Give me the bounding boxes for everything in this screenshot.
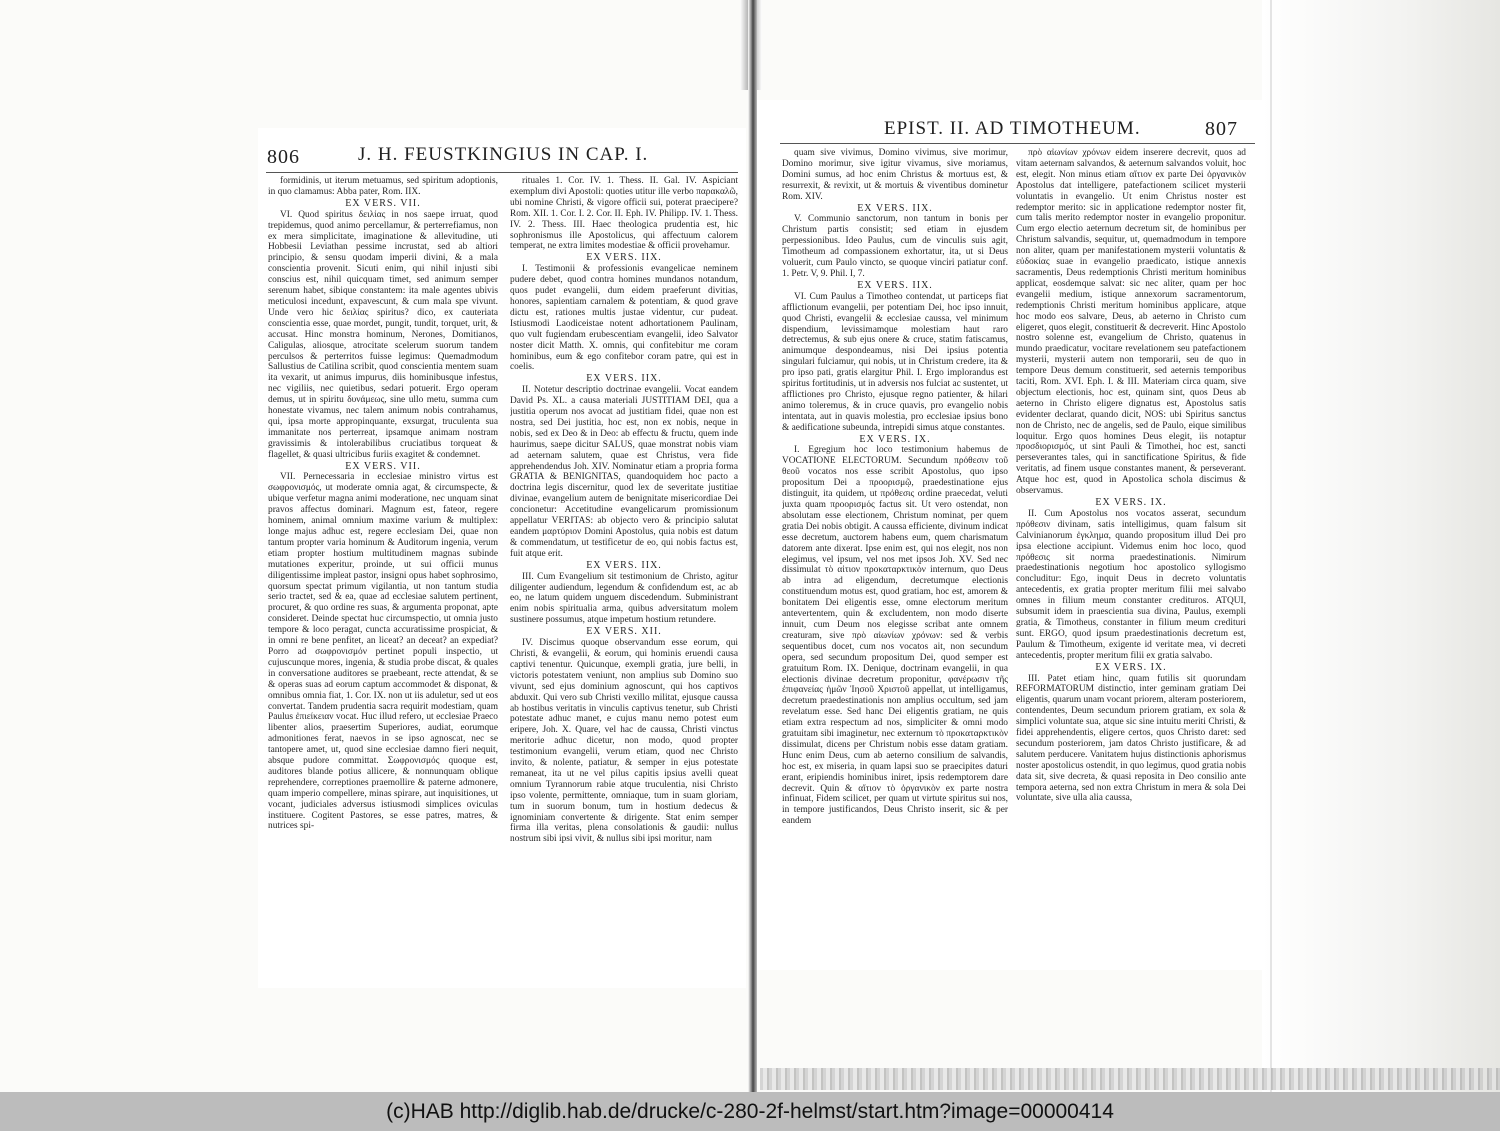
left-column-1 (268, 176, 498, 976)
verse-heading: EX VERS. IX. (1095, 661, 1167, 673)
verse-heading: EX VERS. VII. (345, 197, 421, 209)
paragraph: II. Notetur descriptio doctrinae evangelii. Vocat eandem David Ps. XL. a causa materiali JUSTITIAM DEI, qua a justitia operum nos avocat ad justitiam fidei, quae non est nostra, sed Dei justitia, hoc est, non ex nobis, neque in nobis, sed ex Deo & in Deo: ab effectu & fructu, quem inde haurimus, saepe dicitur SALUS, quae monstrat nobis viam ad aeternam salutem, quae est Christus, vera fide apprehendendus Joh. XIV. Nominatur etiam a propria forma GRATIA & BENIGNITAS, quandoquidem hoc pacto a doctrina legis discernitur, quod lex de severitate justitiae divinae, evangelium autem de benignitate misericordiae Dei concionetur: Accetitudine evangelicarum promissionum appellatur VERITAS: ab objecto vero & principio salutat eandem μαρτύριον Domini Apostolus, quia nobis est datum & commendatum, ut testificetur de eo, qui nobis factus est, fuit atque erit. (510, 385, 738, 559)
verse-heading: EX VERS. VII. (345, 460, 421, 472)
verse-heading: EX VERS. IX. (1095, 497, 1167, 508)
right-column-2 (1016, 148, 1246, 966)
right-page-edge-shadow (1262, 0, 1500, 1092)
paragraph: πρὸ αἰωνίων χρόνων eidem inserere decrevit, quos ad vitam aeternam salvandos, & aeternum salvandos voluit, hoc est, elegit. Non minus etiam αἴτιον ex parte Dei ὀργανικὸν Apostolus dat intelligere, patefactionem scilicet mysterii voluntatis in evangelio. Ut enim Christus noster est redemptor merito: sic in applicatione redemptor noster fit, cum talis merito redemptor noster in evangelio proponitur. Cum ergo electio aeternum decretum sit, de hominibus per Christum salvandis, sequitur, ut, quemadmodum in tempore non aliter, quam per manifestationem mysterii voluntatis & εὐδοκίας suae in evangelio praedicato, istique annexis sacramentis, Deus redemptionis Christi meritum hominibus applicat, eosdemque salvat: sic nec aliter, quam per hoc evangelii medium, istique annexorum sacramentorum, redemptionis Christi meritum hominibus applicare, atque hoc modo eos salvare, Deus, ab aeterno in Christo cum eligeret, quos elegit, constituerit & decreverit. Hinc Apostolo nostro solenne est, evangelium de Christo, quatenus in mundo praedicatur, vocitare revelationem seu patefactionem mysterii, mysterii autem non temporarii, seu de quo in tempore Deus demum constituerit, sed aeternis temporibus taciti, Rom. XVI. Eph. I. & III. Materiam circa quam, sive objectum electionis, hoc est, quinam sint, quos Deus ab aeterno in Christo eligere dignatus est, Apostolus satis evidenter declarat, quando dicit, NOS: ubi Spiritus sanctus non de Christo, nec de angelis, sed de Paulo, eique similibus loquitur. Ergo quos homines Deus elegit, iis notaptur προσδιορισμός, ut sint Pauli & Timothei, hoc est, sancti perseverantes tales, qui in sanctificatione Spiritus, & fide veritatis, ad finem usque constantes manent, & perseverant. Atque hoc est, quod in Apostolica schola discimus & observamus. (1016, 148, 1246, 497)
page-bottom-edge (760, 1068, 1500, 1090)
paragraph: IV. Discimus quoque observandum esse eorum, qui Christi, & evangelii, & eorum, qui hominis eruendi causa captivi tenentur. Quicunque, exempli gratia, jure belli, in victoris potestatem veniunt, non amplius sub Domino suo vivunt, sed ejus dominium agnoscunt, qui hos captivos abduxit. Qui vero sub Christi vexillo militat, ejusque caussa ab hostibus veritatis in vinculis captivus tenetur, sub Christi potestate adhuc manet, e cujus manu nemo potest eum eripere, Joh. X. Quare, vel hac de caussa, Christi vinctus meritorie adhuc dicetur, non modo, quod propter testimonium evangelii, verum etiam, quod nec Christo invito, & nolente, patiatur, & semper in ejus potestate remaneat, ita ut ne vel pilus capitis ipsius avelli queat omnium Tyrannorum rabie atque truculentia, nisi Christo ipso volente, permittente, omniaque, tum in suam gloriam, tum in suorum bonum, tum in hostium dedecus & ignominiam convertente & dirigente. Stat enim semper firma illa veritas, plena consolationis & gaudii: nullus nostrum sibi ipsi vivit, & nullus sibi ipsi moritur, nam (510, 638, 738, 845)
paragraph: rituales 1. Cor. IV. 1. Thess. II. Gal. IV. Aspiciant exemplum divi Apostoli: quoties utitur ille verbo παρακαλῶ, ubi nomine Christi, & vigore officii sui, poterat praecipere? Rom. XII. 1. Cor. I. 2. Cor. II. Eph. IV. Philipp. IV. 1. Thess. IV. 2. Thess. III. Haec theologica prudentia est, hic sophronismus ille Apostolicus, qui affectuum calorem temperat, ne extra limites modestiae & officii provehamur. (510, 176, 738, 252)
paragraph: formidinis, ut iterum metuamus, sed spiritum adoptionis, in quo clamamus: Abba pater, Rom. IIX. (268, 176, 498, 197)
verse-heading: EX VERS. IIX. (586, 559, 662, 571)
verse-heading: EX VERS. IIX. (586, 252, 662, 264)
paragraph: V. Communio sanctorum, non tantum in bonis per Christum partis consistit; sed etiam in ejusdem perpessionibus. Ideo Paulus, cum de vinculis suis agit, Timotheum ad compassionem exhortatur, ita, ut si Deus voluerit, cum Paulo vincto, se quoque vinciri patiatur conf. 1. Petr. V, 9. Phil. I, 7. (782, 214, 1008, 279)
left-head-rule (266, 172, 738, 173)
footer-bar (0, 1092, 1500, 1131)
paragraph: II. Cum Apostolus nos vocatos asserat, secundum πρόθεσιν divinam, satis intelligimus, quam falsum sit Calvinianorum ἐγκλημα, quando propositum illud Dei pro ipsa electione accipiunt. Videmus enim hoc loco, quod πρόθεσις sit norma praedestinationis. Nimirum praedestinationis negotium hoc apostolico syllogismo concluditur: Ego, inquit Deus in decreto voluntatis antecedentis, ex gratia propter meritum filii mei salvabo omnes in filium meum constanter credituros. ATQUI, subsumit idem in praescientia sua divina, Paulus, exempli gratia, & Timotheus, constanter in filium meum credituri sunt. ERGO, quod ipsum praedestinationis decretum est, Paulum & Timotheum, exigente id veritate mea, vi decreti antecedentis, propter meritum filii ex gratia salvabo. (1016, 508, 1246, 661)
verse-heading: EX VERS. IIX. (586, 373, 662, 385)
right-running-head: EPIST. II. AD TIMOTHEUM. (884, 118, 1141, 139)
verse-heading: EX VERS. IIX. (857, 279, 933, 291)
paragraph: I. Egregium hoc loco testimonium habemus de VOCATIONE ELECTORUM. Secundum πρόθεσιν τοῦ θεοῦ vocatos nos esse scribit Apostolus, quo ipso propositum Dei a προορισμῷ, praedestinatione ejus distinguit, ita quidem, ut πρόθεσις ordine praecedat, veluti juxta quam προορισμός factus sit. Ut vero ostendat, non absolutam esse electionem, Christum nominat, per quem gratia Dei nobis obtigit. A caussa efficiente, divinum indicat esse decretum, auctorem habens eum, quem charismatum datorem ante dixerat. Ipse enim est, qui nos elegit, nos non elegimus, vel ipsum, vel nos met ipsos Joh. XV. Sed nec dissimulat τὸ αἰτιον προκαταρκτικὸν internum, quo Deus ab intra ad eligendum, decretumque electionis constituendum motus est, quod gratiam, hoc est, amorem & bonitatem Dei eligentis esse, omne electorum meritum antevertentem, quin & excludentem, non modo diserte innuit, cum Deum nos elegisse scribat ante omnem creaturam, sive πρὸ αἰωνίων χρόνων: sed & verbis sequentibus docet, cum nos vocatos ait, non secundum opera, sed secundum propositum Dei, quod semper est gratuitum Rom. IX. Denique, doctrinam evangelii, in qua electionis divinae decretum proponitur, φανέρωσιν τῆς ἐπιφανείας ἡμῶν Ἰησοῦ Χριστοῦ appellat, ut intelligamus, decretum praedestinationis non amplius occultum, sed jam revelatum esse. Sed hanc Dei eligentis gratiam, ne quis etiam extra respectum ad nos, simpliciter & omni modo gratuitam sibi imaginetur, nec externum τὸ προκαταρκτικὸν dissimulat, dicens per Christum nobis esse datam gratiam. Hunc enim Deus, cum ab aeterno consilium de salvandis, hoc est, ex miseria, in quam lapsi suo se praecipites daturi erant, eripiendis hominibus iniret, ipsis redemptorem dare decrevit. Quin & αἴτιον τὸ ὀργανικὸν ex parte nostra infinuat, Fidem scilicet, per quam ut virtute spiritus sui nos, in tempore justificandos, Deus Christo inserit, sic & per eandem (782, 445, 1008, 827)
verse-heading: EX VERS. XII. (586, 626, 662, 638)
right-page-number: 807 (1205, 118, 1238, 140)
verse-heading: EX VERS. IX. (859, 433, 931, 445)
left-running-head: J. H. FEUSTKINGIUS IN CAP. I. (358, 144, 649, 165)
paragraph: III. Patet etiam hinc, quam futilis sit quorundam REFORMATORUM distinctio, inter geminam gratiam Dei eligentis, quarum unam vocant priorem, alteram posteriorem, contendentes, Deum secundum priorem gratiam, ex sola & simplici voluntate sua, atque sic sine intuitu meriti Christi, & fidei apprehendentis, eligere certos, quos Christo daret: sed secundum posteriorem, jam datos Christo justificare, & ad salutem perducere. Vanitatem hujus distinctionis aphorismus noster apostolicus ostendit, in quo legimus, quod gratia nobis data sit, sive decreta, & quasi reposita in Deo consilio ante tempora aeterna, sed non extra Christum in mera & sola Dei voluntate, sive ulla alia caussa, (1016, 673, 1246, 804)
left-column-2 (510, 176, 738, 976)
book-gutter (748, 0, 757, 1092)
right-column-1 (782, 148, 1008, 956)
paragraph: VII. Pernecessaria in ecclesiae ministro virtus est σωφρονισμός, ut moderate omnia agat, & circumspecte, & ubique verfetur magna animi moderatione, nec unquam sinat pravos affectus dominari. Magnum est, fateor, regere hominem, animal omnium maxime varium & multiplex: longe majus adhuc est, regere ecclesiam Dei, quae non tantum propter varia hominum & Auditorum ingenia, verum etiam propter hostium multitudinem magnas subinde mutationes experitur, proinde, ut sui officii munus diligentissime impleat pastor, insigni opus habet sophrosimo, quorsum spectat primum vigilantia, ut non tantum studia serio tractet, sed & ea, quae ad ecclesiae salutem pertinent, procuret, & quo ordine res suas, & argumenta proponat, apte consideret. Deinde spectat huc circumspectio, ut omnia justo tempore & loco peragat, cuncta accuratissime prospiciat, & in omni re bene penfitet, an liceat? an deceat? an expediat? Porro ad σωφρονισμόν pertinet populi inspectio, ut cujuscunque mores, ingenia, & studia probe discat, & quales in conversatione auditores se praebeant, recte attendat, & se & operas suas ad eorum captum accommodet & disponat, & omnibus omnia fiat, 1. Cor. IX. non ut iis aduletur, sed ut eos convertat. Tandem prudentia sacra requirit modestiam, quam Paulus ἐπιείκειαν vocat. Huc illud refero, ut ecclesiae Praeco libenter alios, praesertim Superiores, audiat, eorumque admonitiones ferat, naevos in se ipso agnoscat, nec se tantopere amet, ut, quod sine ecclesiae damno fieri nequit, absque pudore committat. Σωφρονισμός quoque est, auditores blande potius allicere, & nonnunquam oblique reprehendere, correptiones praemollire & paterne admonere, quam imperio compellere, minas spirare, aut inquisitiones, ut vocant, judiciales adversus istiusmodi simplices oviculas instituere. Cogitent Pastores, se esse patres, matres, & nutrices spi- (268, 472, 498, 832)
paragraph: VI. Cum Paulus a Timotheo contendat, ut particeps fiat afflictionum evangelii, per potentiam Dei, hoc ipso innuit, quod Christi, evangelii & ecclesiae caussa, vel minimum dispendium, levissimamque molestiam haut raro detrectemus, & sub ejus onere & cruce, statim fatiscamus, animumque despondeamus, nisi Dei ipsius potentia singulari fulciamur, qui nobis, ut in Christum credere, ita & pro ipso pati, gratis elargitur Phil. I. Ergo implorandus est spiritus fortitudinis, ut in adversis nos fulciat ac sustentet, ut afflictiones pro Christo, ejusque regno patienter, & hilari animo toleremus, & in cruce quavis, pro evangelio nobis intentata, aut in quavis molestia, pro ecclesiae ipsius bono & aedificatione subeunda, intrepidi simus atque constantes. (782, 291, 1008, 433)
paragraph: III. Cum Evangelium sit testimonium de Christo, agitur diligenter audiendum, legendum & confidendum est, ac ab eo, ne latum quidem unguem discedendum. Subministrant enim nobis spiritualia arma, quibus adversitatum molem sustinere possumus, atque impetum hostium retundere. (510, 571, 738, 626)
copyright-url[interactable]: (c)HAB http://diglib.hab.de/drucke/c-280-2f-helmst/start.htm?image=00000414 (386, 1099, 1114, 1123)
left-page-number: 806 (267, 146, 300, 168)
page-fold-line (1270, 0, 1272, 1092)
paragraph: quam sive vivimus, Domino vivimus, sive morimur, Domino morimur, sive igitur vivamus, sive moriamus, Domini sumus, ad hoc enim Christus & mortuus est, & resurrexit, & revixit, ut & mortuis & viventibus dominetur Rom. XIV. (782, 148, 1008, 202)
paragraph: I. Testimonii & professionis evangelicae neminem pudere debet, quod contra homines mundanos notandum, quos pudet evangelii, dum eidem praeferunt divitias, honores, sapientiam carnalem & potentiam, & quod grave dictu est, rationes multis justae videntur, cur pudeat. Istiusmodi Laodiceistae notent adhortationem Paulinam, quo vult fugiendam erubescentiam evangelii, ideo Salvator noster dicit Matth. X. omnis, qui confitebitur me coram hominibus, eum & ego confitebor coram patre, qui est in coelis. (510, 264, 738, 373)
verse-heading: EX VERS. IIX. (857, 202, 933, 214)
right-head-rule (780, 143, 1255, 144)
paragraph: VI. Quod spiritus δειλίας in nos saepe irruat, quod trepidemus, quod animo percellamur, & perterrefiamus, non ex mera simplicitate, imaginatione & allevitudine, uti Hobbesii Leviathan pessime incrustat, sed ab altiori principio, & sensu quodam imperii divini, & a mala conscientia provenit. Sicuti enim, qui nihil injusti sibi conscius est, nihil quicquam timet, sed animum semper serenum habet, sibique constantem: ita male agentes ubivis meticulosi incedunt, expavescunt, & cum mala spe vivunt. Unde vero hic δειλίας spiritus? dico, ex cauteriata conscientia esse, quae mordet, pungit, tundit, torquet, urit, & accusat. Hinc monstra hominum, Nerones, Domitianos, Caligulas, aliosque, atrocitate scelerum suorum tandem perculsos & perterritos fuisse legimus: Quemadmodum Sallustius de Catilina scribit, quod conscientia mentem suam ita vexarit, ut animus impurus, diis hominibusque infestus, nec vigiliis, nec quietibus, sedari potuerit. Ergo operam demus, ut in spiritu δυνάμεως, sine ullo metu, summa cum honestate vivamus, nec talem animum nobis contrahamus, qui, ipsa morte appropinquante, exsurgat, truculenta sua immanitate nos perterreat, ipsamque animam nostram gravissimis & intolerabilibus cruciatibus torqueat & flagellet, & quasi ultricibus furiis exagitet & condemnet. (268, 209, 498, 460)
